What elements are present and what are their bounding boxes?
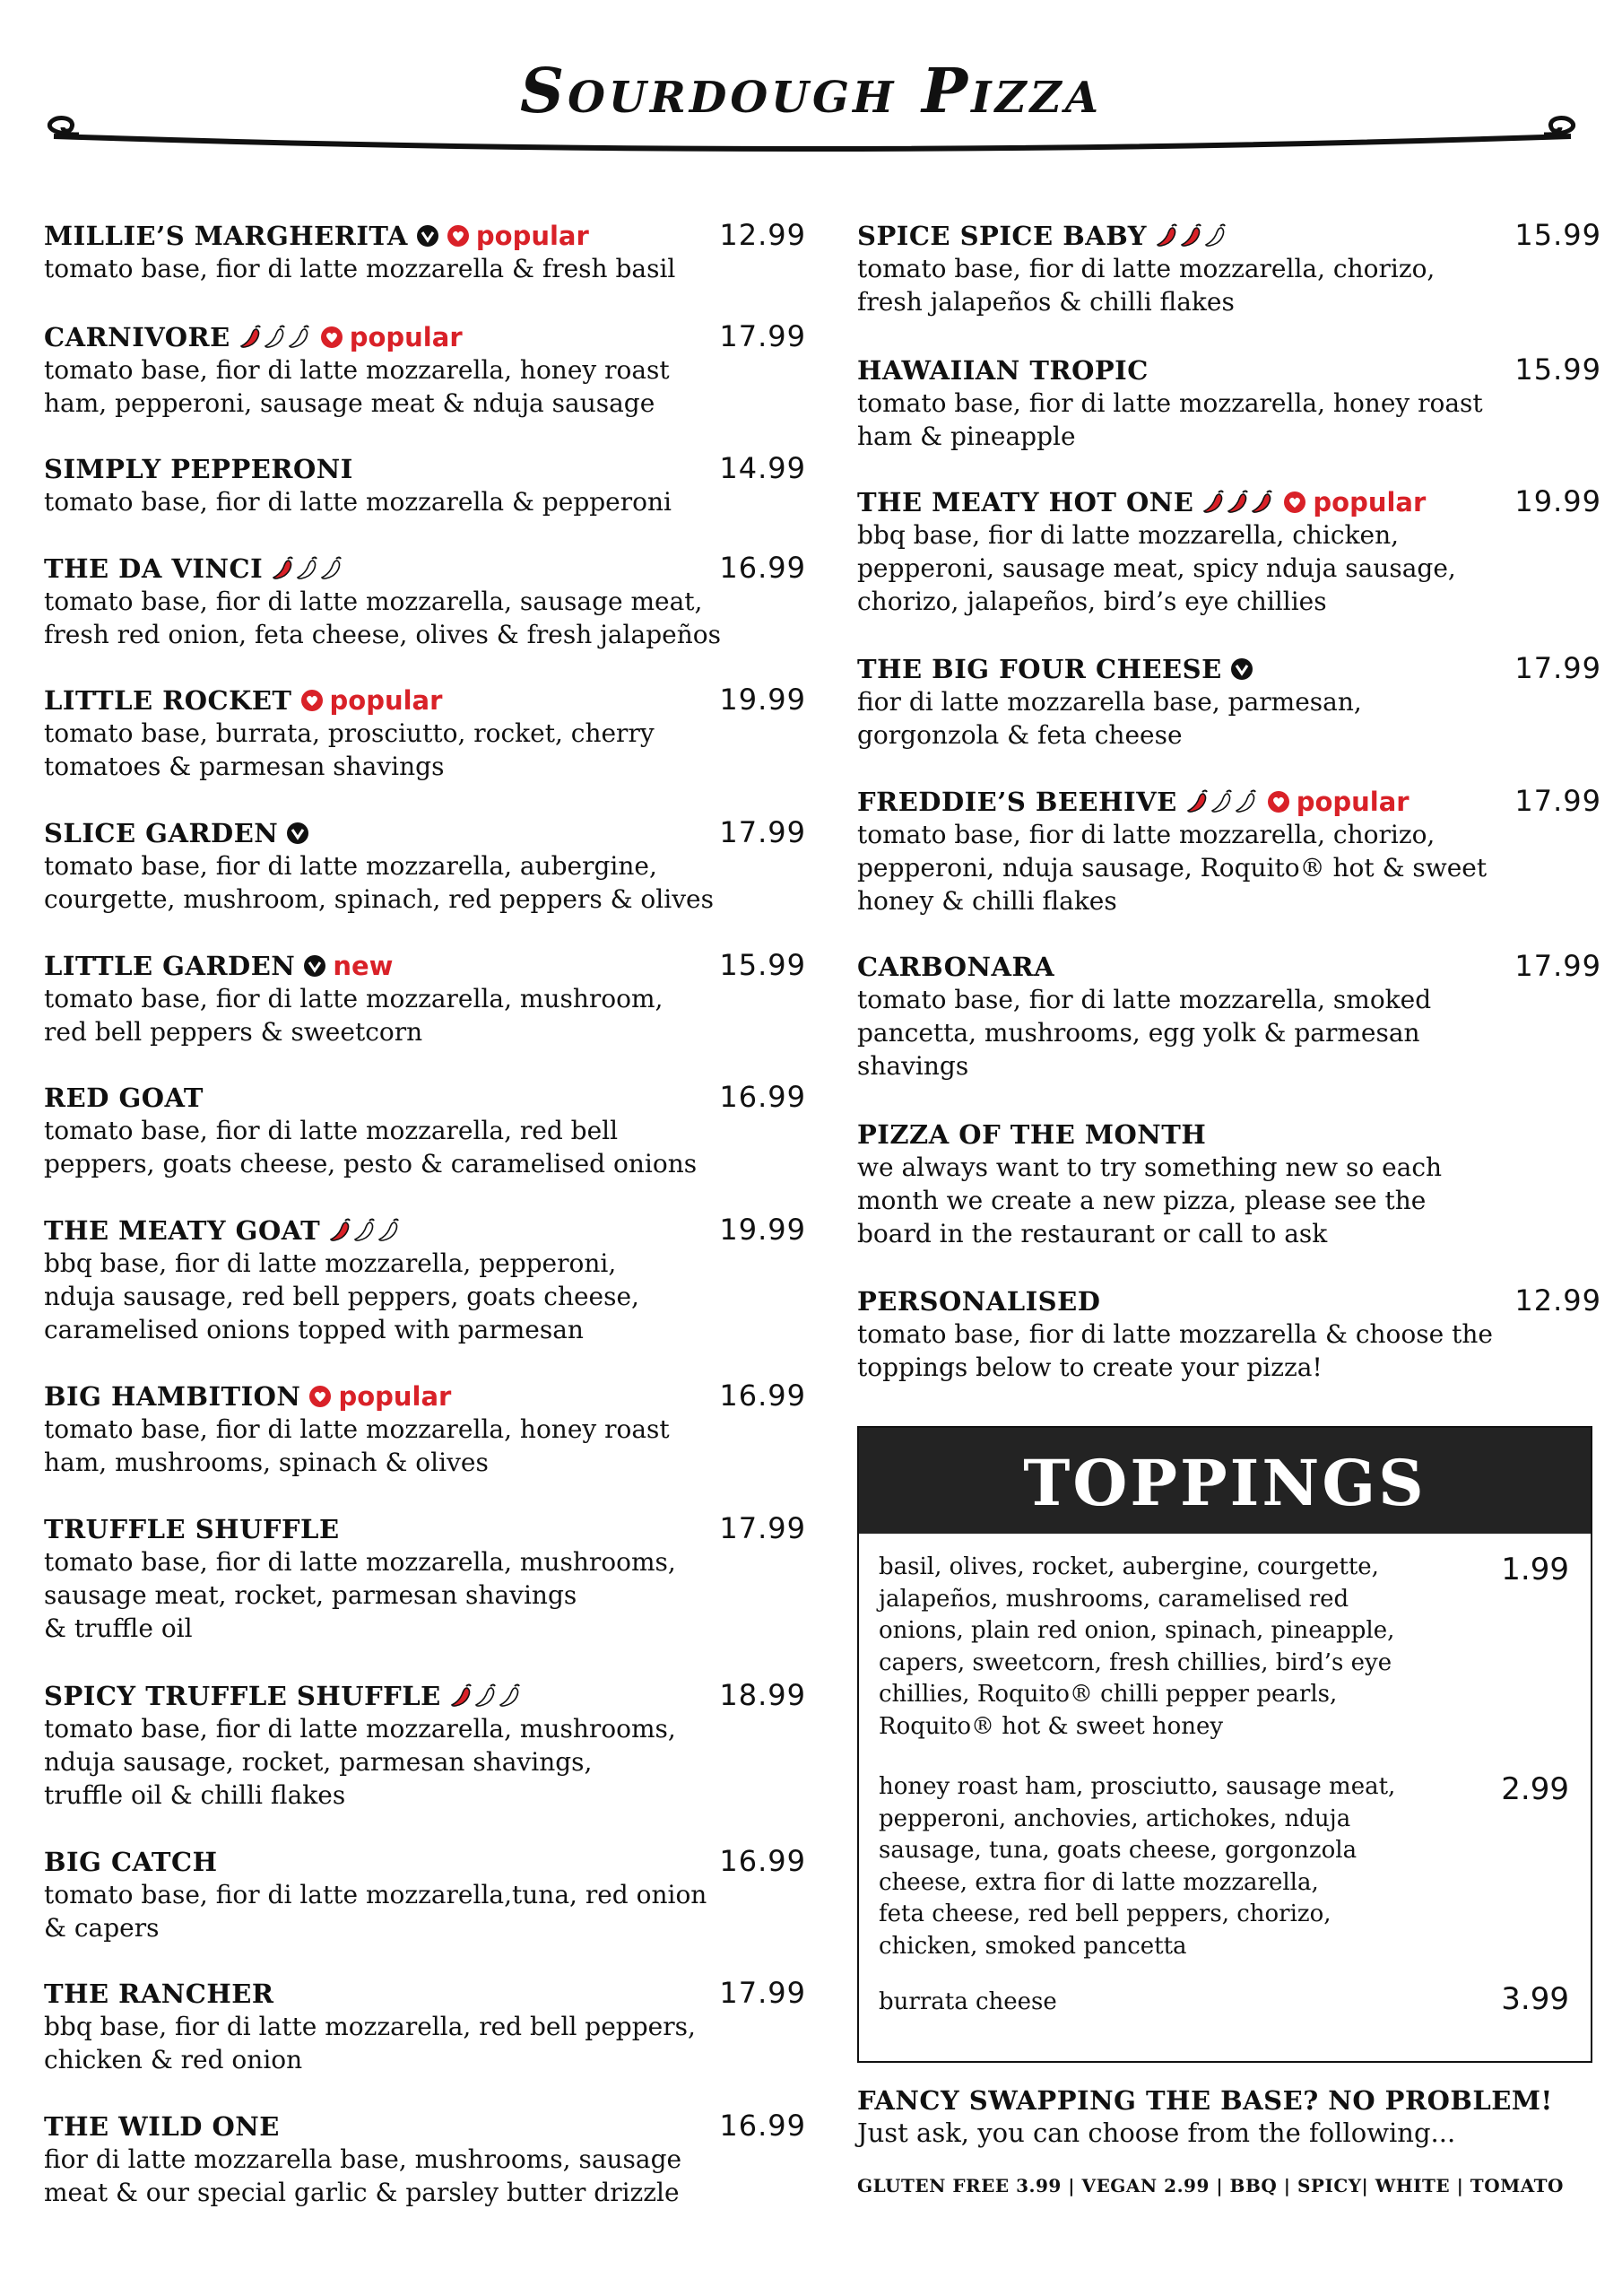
description-line: meat & our special garlic & parsley butter drizzle [44, 2178, 680, 2207]
item-price: 16.99 [719, 551, 806, 585]
description-line: shavings [857, 1051, 969, 1081]
topping-line: onions, plain red onion, spinach, pineapple, [879, 1617, 1395, 1644]
item-description [857, 983, 1601, 1083]
item-price: 17.99 [719, 1976, 806, 2010]
menu-item [44, 684, 806, 783]
item-name: FREDDIE’S BEEHIVE [857, 787, 1177, 817]
item-description [44, 1114, 806, 1180]
item-name: TRUFFLE SHUFFLE [44, 1514, 340, 1544]
item-description [44, 717, 806, 783]
item-name: BIG HAMBITION [44, 1381, 301, 1412]
toppings-banner [859, 1428, 1591, 1534]
topping-price: 2.99 [1501, 1771, 1569, 1807]
topping-line: cheese, extra fior di latte mozzarella, [879, 1868, 1319, 1896]
item-name-row [44, 1978, 806, 2010]
menu-header [0, 0, 1622, 170]
item-name: LITTLE ROCKET [44, 685, 292, 716]
description-line: month we create a new pizza, please see the [857, 1186, 1427, 1215]
chilli-filled-icon [1180, 222, 1203, 249]
chilli-outline-icon [377, 1217, 401, 1244]
item-name-row [44, 1846, 806, 1878]
item-description [44, 485, 806, 518]
item-name-row [44, 950, 806, 982]
item-name-row [857, 1285, 1601, 1318]
item-price: 17.99 [1514, 784, 1601, 818]
item-price: 17.99 [1514, 949, 1601, 983]
chilli-outline-icon [1210, 788, 1234, 815]
description-line: chicken & red onion [44, 2045, 303, 2074]
menu-item [44, 817, 806, 916]
description-line: tomato base, fior di latte mozzarella, mushroom, [44, 984, 664, 1013]
menu-item [857, 220, 1601, 318]
item-price: 17.99 [719, 319, 806, 353]
description-line: tomato base, fior di latte mozzarella,tuna, red onion [44, 1880, 707, 1909]
item-name: MILLIE’S MARGHERITA [44, 221, 408, 251]
item-price: 12.99 [1514, 1283, 1601, 1318]
item-name: SPICY TRUFFLE SHUFFLE [44, 1681, 441, 1711]
item-price: 16.99 [719, 1844, 806, 1878]
description-line: nduja sausage, red bell peppers, goats cheese, [44, 1282, 639, 1311]
item-description [44, 982, 806, 1048]
item-price: 17.99 [719, 815, 806, 849]
toppings-box [857, 1426, 1592, 2063]
menu-item [44, 1978, 806, 2076]
item-name-row [857, 786, 1601, 818]
chilli-outline-icon [264, 324, 287, 351]
menu-item [44, 1214, 806, 1346]
topping-line: pepperoni, anchovies, artichokes, nduja [879, 1805, 1351, 1832]
topping-list [879, 1987, 1578, 2019]
topping-list [879, 1771, 1578, 1962]
vegetarian-icon [1231, 658, 1253, 680]
item-price: 16.99 [719, 1080, 806, 1114]
topping-price: 3.99 [1501, 1981, 1569, 2017]
description-line: toppings below to create your pizza! [857, 1352, 1323, 1382]
menu-item [857, 1118, 1601, 1250]
item-price: 18.99 [719, 1678, 806, 1712]
item-name: LITTLE GARDEN [44, 951, 296, 981]
item-name: CARNIVORE [44, 322, 230, 352]
item-description [857, 1151, 1601, 1250]
item-name-row [44, 220, 806, 252]
description-line: fior di latte mozzarella base, parmesan, [857, 687, 1362, 717]
item-name-row [44, 1513, 806, 1545]
item-name-row [44, 1214, 806, 1247]
item-name-row [44, 321, 806, 353]
topping-line: capers, sweetcorn, fresh chillies, bird’s eye [879, 1648, 1392, 1676]
topping-line: chicken, smoked pancetta [879, 1932, 1187, 1960]
vegetarian-icon [417, 225, 438, 247]
item-name-row [44, 2110, 806, 2143]
topping-group-2 [879, 1771, 1578, 1962]
item-description [44, 2143, 806, 2209]
description-line: gorgonzola & feta cheese [857, 720, 1183, 750]
item-description [44, 1878, 806, 1944]
menu-item [857, 354, 1601, 453]
description-line: courgette, mushroom, spinach, red peppers & olives [44, 884, 714, 914]
item-name-row [857, 486, 1601, 518]
menu-item [44, 1380, 806, 1479]
description-line: tomato base, fior di latte mozzarella, chorizo, [857, 254, 1436, 283]
menu-item [857, 653, 1601, 752]
item-price: 19.99 [719, 1213, 806, 1247]
description-line: honey & chilli flakes [857, 886, 1117, 916]
description-line: tomato base, fior di latte mozzarella, honey roast [44, 1414, 670, 1444]
item-name: SLICE GARDEN [44, 818, 279, 848]
topping-line: basil, olives, rocket, aubergine, courgette, [879, 1553, 1379, 1580]
description-line: bbq base, fior di latte mozzarella, chicken, [857, 520, 1400, 550]
item-tag: popular [329, 685, 443, 716]
chilli-outline-icon [499, 1683, 522, 1709]
menu-item [44, 453, 806, 518]
description-line: pepperoni, nduja sausage, Roquito® hot & sweet [857, 853, 1488, 883]
item-description [44, 353, 806, 420]
item-name-row [857, 220, 1601, 252]
item-name-row [44, 1380, 806, 1413]
item-name-row [44, 1082, 806, 1114]
topping-line: sausage, tuna, goats cheese, gorgonzola [879, 1837, 1357, 1864]
item-description [857, 252, 1601, 318]
heart-icon [1284, 491, 1305, 513]
item-name: CARBONARA [857, 952, 1055, 982]
item-price: 16.99 [719, 1378, 806, 1413]
item-name: THE BIG FOUR CHEESE [857, 654, 1222, 684]
chilli-filled-icon [1156, 222, 1179, 249]
topping-price: 1.99 [1501, 1552, 1569, 1587]
chilli-filled-icon [329, 1217, 352, 1244]
chilli-outline-icon [474, 1683, 498, 1709]
chilli-outline-icon [1235, 788, 1258, 815]
item-name-row [857, 951, 1601, 983]
description-line: tomato base, fior di latte mozzarella, chorizo, [857, 820, 1436, 849]
item-description [857, 1318, 1601, 1384]
item-name: BIG CATCH [44, 1847, 218, 1877]
toppings-title: TOPPINGS [1023, 1446, 1427, 1520]
description-line: ham & pineapple [857, 422, 1076, 451]
base-swap-subtitle: Just ask, you can choose from the following... [857, 2118, 1456, 2148]
description-line: tomato base, fior di latte mozzarella, aubergine, [44, 851, 657, 881]
item-name: THE MEATY HOT ONE [857, 487, 1194, 517]
topping-group-1 [879, 1552, 1578, 1743]
description-line: bbq base, fior di latte mozzarella, pepperoni, [44, 1248, 617, 1278]
heart-icon [301, 690, 323, 711]
description-line: tomato base, fior di latte mozzarella, honey roast [44, 355, 670, 385]
item-description [44, 585, 806, 651]
menu-item [44, 552, 806, 651]
item-tag: popular [475, 221, 589, 251]
topping-line: feta cheese, red bell peppers, chorizo, [879, 1900, 1331, 1927]
item-description [857, 518, 1601, 618]
spice-level-icon [272, 555, 344, 582]
item-name: SPICE SPICE BABY [857, 221, 1147, 251]
description-line: tomato base, fior di latte mozzarella, mushrooms, [44, 1547, 676, 1577]
item-name-row [857, 653, 1601, 685]
menu-item [857, 486, 1601, 618]
base-options: GLUTEN FREE 3.99 | VEGAN 2.99 | BBQ | SPICY| WHITE | TOMATO [857, 2175, 1564, 2196]
spice-level-icon [1202, 489, 1275, 516]
item-name-row [44, 1680, 806, 1712]
item-description [44, 1247, 806, 1346]
description-line: pancetta, mushrooms, egg yolk & parmesan [857, 1018, 1420, 1048]
chilli-outline-icon [320, 555, 343, 582]
description-line: ham, mushrooms, spinach & olives [44, 1448, 489, 1477]
item-description [44, 252, 806, 285]
chilli-outline-icon [353, 1217, 377, 1244]
description-line: tomato base, fior di latte mozzarella & choose the [857, 1319, 1493, 1349]
chilli-filled-icon [1251, 489, 1274, 516]
item-name: HAWAIIAN TROPIC [857, 355, 1149, 386]
item-name-row [857, 1118, 1601, 1151]
chilli-filled-icon [450, 1683, 473, 1709]
item-name: THE RANCHER [44, 1979, 274, 2009]
item-description [857, 387, 1601, 453]
menu-item [44, 1846, 806, 1944]
item-tag: new [333, 951, 394, 981]
item-name-row [44, 817, 806, 849]
item-name: PIZZA OF THE MONTH [857, 1119, 1207, 1150]
description-line: bbq base, fior di latte mozzarella, red bell peppers, [44, 2012, 696, 2041]
menu-item [857, 951, 1601, 1083]
item-name-row [44, 453, 806, 485]
description-line: peppers, goats cheese, pesto & caramelised onions [44, 1149, 698, 1178]
item-price: 17.99 [1514, 651, 1601, 685]
description-line: tomato base, fior di latte mozzarella, honey roast [857, 388, 1483, 418]
description-line: fior di latte mozzarella base, mushrooms, sausage [44, 2144, 682, 2174]
chilli-filled-icon [239, 324, 263, 351]
vegetarian-icon [304, 955, 325, 977]
description-line: & capers [44, 1913, 160, 1943]
menu-item [44, 1680, 806, 1812]
description-line: tomato base, fior di latte mozzarella, mushrooms, [44, 1714, 676, 1744]
spice-level-icon [239, 324, 312, 351]
item-name-row [44, 684, 806, 717]
chilli-filled-icon [1227, 489, 1250, 516]
item-tag: popular [1296, 787, 1409, 817]
description-line: truffle oil & chilli flakes [44, 1780, 346, 1810]
topping-group-3 [879, 1981, 1578, 2019]
chilli-outline-icon [296, 555, 319, 582]
spice-level-icon [450, 1683, 523, 1709]
topping-line: burrata cheese [879, 1988, 1057, 2015]
item-description [44, 2010, 806, 2076]
item-price: 15.99 [1514, 218, 1601, 252]
item-description [44, 1712, 806, 1812]
description-line: tomato base, fior di latte mozzarella, smoked [857, 985, 1432, 1014]
item-price: 19.99 [1514, 484, 1601, 518]
item-price: 12.99 [719, 218, 806, 252]
description-line: & truffle oil [44, 1613, 193, 1643]
item-price: 14.99 [719, 451, 806, 485]
chilli-outline-icon [288, 324, 311, 351]
chilli-filled-icon [272, 555, 295, 582]
chilli-outline-icon [1204, 222, 1227, 249]
description-line: chorizo, jalapeños, bird’s eye chillies [857, 587, 1327, 616]
item-description [857, 818, 1601, 918]
item-price: 17.99 [719, 1511, 806, 1545]
menu-item [44, 1513, 806, 1645]
menu-item [44, 950, 806, 1048]
menu-item [857, 1285, 1601, 1384]
item-name: RED GOAT [44, 1083, 204, 1113]
menu-item [44, 2110, 806, 2209]
description-line: tomato base, fior di latte mozzarella & fresh basil [44, 254, 676, 283]
base-swap-section [857, 2085, 1601, 2196]
chilli-filled-icon [1186, 788, 1210, 815]
item-price: 15.99 [719, 948, 806, 982]
vegetarian-icon [287, 822, 308, 844]
topping-line: chillies, Roquito® chilli pepper pearls, [879, 1681, 1338, 1708]
base-swap-title: FANCY SWAPPING THE BASE? NO PROBLEM! [857, 2085, 1553, 2116]
menu-title: Sourdough Pizza [520, 56, 1102, 127]
item-price: 15.99 [1514, 352, 1601, 387]
item-tag: popular [1313, 487, 1427, 517]
description-line: tomato base, burrata, prosciutto, rocket, cherry [44, 718, 655, 748]
item-name-row [44, 552, 806, 585]
item-price: 19.99 [719, 683, 806, 717]
description-line: tomato base, fior di latte mozzarella & pepperoni [44, 487, 672, 517]
topping-line: honey roast ham, prosciutto, sausage meat, [879, 1773, 1396, 1800]
heart-icon [1268, 791, 1289, 813]
item-name: THE MEATY GOAT [44, 1215, 321, 1246]
item-name: THE WILD ONE [44, 2111, 280, 2142]
item-name-row [857, 354, 1601, 387]
item-name: SIMPLY PEPPERONI [44, 454, 353, 484]
description-line: tomato base, fior di latte mozzarella, red bell [44, 1116, 619, 1145]
description-line: caramelised onions topped with parmesan [44, 1315, 584, 1344]
item-description [44, 849, 806, 916]
heart-icon [447, 225, 469, 247]
spice-level-icon [1156, 222, 1228, 249]
item-description [44, 1545, 806, 1645]
spice-level-icon [329, 1217, 402, 1244]
description-line: board in the restaurant or call to ask [857, 1219, 1328, 1248]
description-line: we always want to try something new so each [857, 1152, 1443, 1182]
menu-item [44, 220, 806, 285]
item-tag: popular [338, 1381, 452, 1412]
topping-line: jalapeños, mushrooms, caramelised red [879, 1585, 1349, 1613]
item-description [857, 685, 1601, 752]
topping-line: Roquito® hot & sweet honey [879, 1712, 1224, 1740]
description-line: fresh jalapeños & chilli flakes [857, 287, 1235, 317]
description-line: red bell peppers & sweetcorn [44, 1017, 423, 1047]
item-name: THE DA VINCI [44, 553, 264, 584]
description-line: ham, pepperoni, sausage meat & nduja sausage [44, 388, 655, 418]
description-line: sausage meat, rocket, parmesan shavings [44, 1580, 577, 1610]
item-name: PERSONALISED [857, 1286, 1101, 1317]
spice-level-icon [1186, 788, 1259, 815]
menu-item [44, 321, 806, 420]
description-line: nduja sausage, rocket, parmesan shavings, [44, 1747, 593, 1777]
description-line: fresh red onion, feta cheese, olives & fresh jalapeños [44, 620, 721, 649]
topping-list [879, 1552, 1578, 1743]
item-tag: popular [349, 322, 463, 352]
heart-icon [321, 326, 343, 348]
description-line: tomato base, fior di latte mozzarella, sausage meat, [44, 587, 703, 616]
item-description [44, 1413, 806, 1479]
item-price: 16.99 [719, 2109, 806, 2143]
heart-icon [309, 1386, 331, 1407]
menu-item [44, 1082, 806, 1180]
description-line: tomatoes & parmesan shavings [44, 752, 445, 781]
description-line: pepperoni, sausage meat, spicy nduja sausage, [857, 553, 1456, 583]
chilli-filled-icon [1202, 489, 1226, 516]
menu-item [857, 786, 1601, 918]
